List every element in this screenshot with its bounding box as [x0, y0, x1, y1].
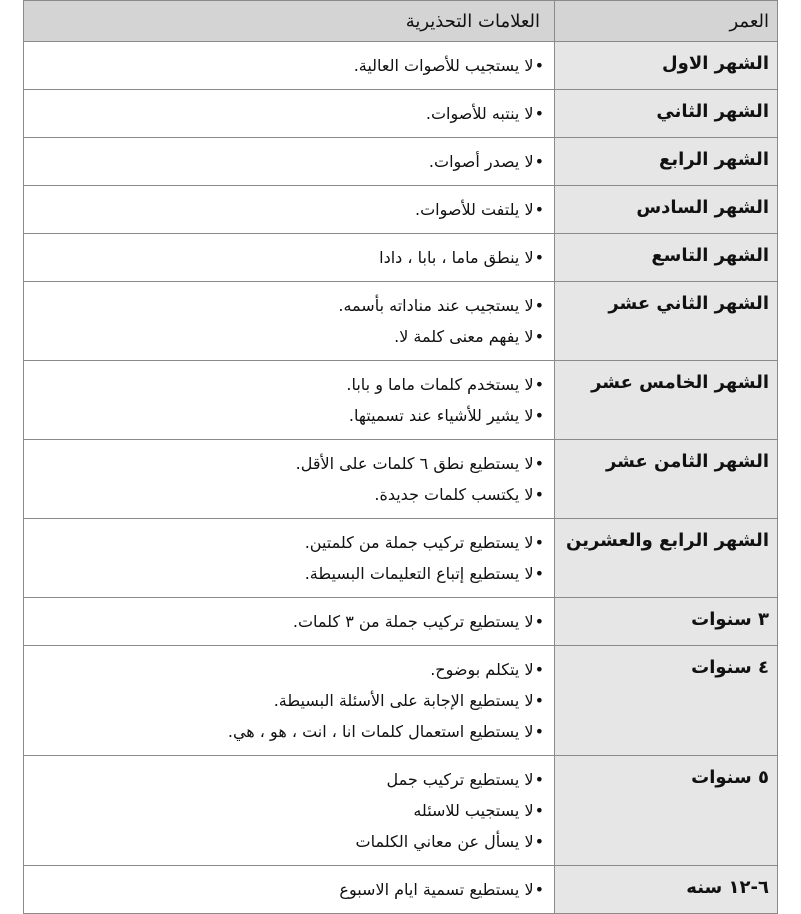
warning-sign-text: لا يسأل عن معاني الكلمات: [355, 832, 534, 851]
warning-signs-page: [23, 0, 778, 899]
signs-cell: [24, 90, 555, 138]
bullet-icon: •: [534, 375, 544, 394]
warning-sign-text: لا يستطيع تركيب جملة من ٣ كلمات.: [292, 612, 534, 631]
warning-sign-item: [34, 826, 544, 857]
warning-sign-text: لا يشير للأشياء عند تسميتها.: [348, 406, 534, 425]
signs-cell: [24, 866, 555, 914]
signs-cell: [24, 234, 555, 282]
warning-sign-item: [34, 290, 544, 321]
warning-sign-text: لا يستجيب للاسئله: [413, 801, 534, 820]
warning-sign-text: لا يستخدم كلمات ماما و بابا.: [346, 375, 534, 394]
signs-cell: [24, 519, 555, 598]
warning-sign-text: لا يستطيع تركيب جمل: [386, 770, 534, 789]
warning-sign-text: لا يستجيب عند مناداته بأسمه.: [338, 296, 534, 315]
age-cell: الشهر الثاني: [555, 90, 778, 138]
table-row: [24, 646, 778, 756]
bullet-icon: •: [534, 533, 544, 552]
age-cell: ٤ سنوات: [555, 646, 778, 756]
age-cell: الشهر الثاني عشر: [555, 282, 778, 361]
table-row: [24, 866, 778, 914]
warning-sign-text: لا يفهم معنى كلمة لا.: [394, 327, 534, 346]
warning-sign-item: [34, 558, 544, 589]
age-cell: الشهر الخامس عشر: [555, 361, 778, 440]
table-header-row: [24, 1, 778, 42]
warning-sign-text: لا يصدر أصوات.: [428, 152, 534, 171]
signs-column-header: العلامات التحذيرية: [24, 1, 555, 42]
table-row: [24, 234, 778, 282]
warning-sign-item: [34, 194, 544, 225]
age-cell: الشهر الرابع والعشرين: [555, 519, 778, 598]
signs-cell: [24, 186, 555, 234]
age-cell: ٣ سنوات: [555, 598, 778, 646]
signs-cell: [24, 756, 555, 866]
warning-sign-text: لا يستطيع إتباع التعليمات البسيطة.: [304, 564, 534, 583]
bullet-icon: •: [534, 564, 544, 583]
table-row: [24, 42, 778, 90]
bullet-icon: •: [534, 248, 544, 267]
table-row: [24, 598, 778, 646]
bullet-icon: •: [534, 691, 544, 710]
warning-signs-table: [23, 0, 778, 914]
warning-sign-item: [34, 606, 544, 637]
bullet-icon: •: [534, 327, 544, 346]
bullet-icon: •: [534, 152, 544, 171]
bullet-icon: •: [534, 56, 544, 75]
bullet-icon: •: [534, 770, 544, 789]
bullet-icon: •: [534, 104, 544, 123]
table-row: [24, 90, 778, 138]
bullet-icon: •: [534, 485, 544, 504]
warning-sign-text: لا يستجيب للأصوات العالية.: [353, 56, 534, 75]
table-row: [24, 361, 778, 440]
table-row: [24, 440, 778, 519]
warning-sign-item: [34, 685, 544, 716]
bullet-icon: •: [534, 722, 544, 741]
bullet-icon: •: [534, 660, 544, 679]
table-row: [24, 282, 778, 361]
age-cell: الشهر الاول: [555, 42, 778, 90]
warning-sign-item: [34, 369, 544, 400]
table-body: [24, 42, 778, 914]
warning-sign-text: لا يتكلم بوضوح.: [430, 660, 534, 679]
warning-sign-text: لا يستطيع الإجابة على الأسئلة البسيطة.: [273, 691, 534, 710]
signs-cell: [24, 598, 555, 646]
bullet-icon: •: [534, 612, 544, 631]
warning-sign-item: [34, 98, 544, 129]
warning-sign-item: [34, 654, 544, 685]
age-cell: الشهر الثامن عشر: [555, 440, 778, 519]
bullet-icon: •: [534, 454, 544, 473]
table-row: [24, 756, 778, 866]
age-cell: ٥ سنوات: [555, 756, 778, 866]
warning-sign-item: [34, 764, 544, 795]
bullet-icon: •: [534, 200, 544, 219]
signs-cell: [24, 42, 555, 90]
signs-cell: [24, 138, 555, 186]
age-cell: ٦-١٢ سنه: [555, 866, 778, 914]
signs-cell: [24, 440, 555, 519]
warning-sign-item: [34, 50, 544, 81]
bullet-icon: •: [534, 406, 544, 425]
warning-sign-text: لا يلتفت للأصوات.: [415, 200, 534, 219]
warning-sign-item: [34, 527, 544, 558]
table-row: [24, 519, 778, 598]
signs-cell: [24, 282, 555, 361]
bullet-icon: •: [534, 801, 544, 820]
warning-sign-item: [34, 146, 544, 177]
warning-sign-text: لا يستطيع تسمية ايام الاسبوع: [339, 880, 534, 899]
warning-sign-item: [34, 242, 544, 273]
table-row: [24, 138, 778, 186]
age-column-header: العمر: [555, 1, 778, 42]
warning-sign-item: [34, 716, 544, 747]
warning-sign-text: لا ينتبه للأصوات.: [425, 104, 534, 123]
signs-cell: [24, 646, 555, 756]
signs-cell: [24, 361, 555, 440]
age-cell: الشهر التاسع: [555, 234, 778, 282]
age-cell: الشهر الرابع: [555, 138, 778, 186]
warning-sign-item: [34, 874, 544, 905]
warning-sign-item: [34, 448, 544, 479]
warning-sign-text: لا يستطيع نطق ٦ كلمات على الأقل.: [295, 454, 534, 473]
warning-sign-item: [34, 400, 544, 431]
bullet-icon: •: [534, 880, 544, 899]
warning-sign-item: [34, 795, 544, 826]
warning-sign-text: لا يكتسب كلمات جديدة.: [374, 485, 534, 504]
warning-sign-text: لا يستطيع تركيب جملة من كلمتين.: [304, 533, 534, 552]
warning-sign-item: [34, 479, 544, 510]
table-row: [24, 186, 778, 234]
age-cell: الشهر السادس: [555, 186, 778, 234]
warning-sign-text: لا ينطق ماما ، بابا ، دادا: [379, 248, 534, 267]
bullet-icon: •: [534, 832, 544, 851]
bullet-icon: •: [534, 296, 544, 315]
warning-sign-text: لا يستطيع استعمال كلمات انا ، انت ، هو ، هي.: [227, 722, 534, 741]
warning-sign-item: [34, 321, 544, 352]
